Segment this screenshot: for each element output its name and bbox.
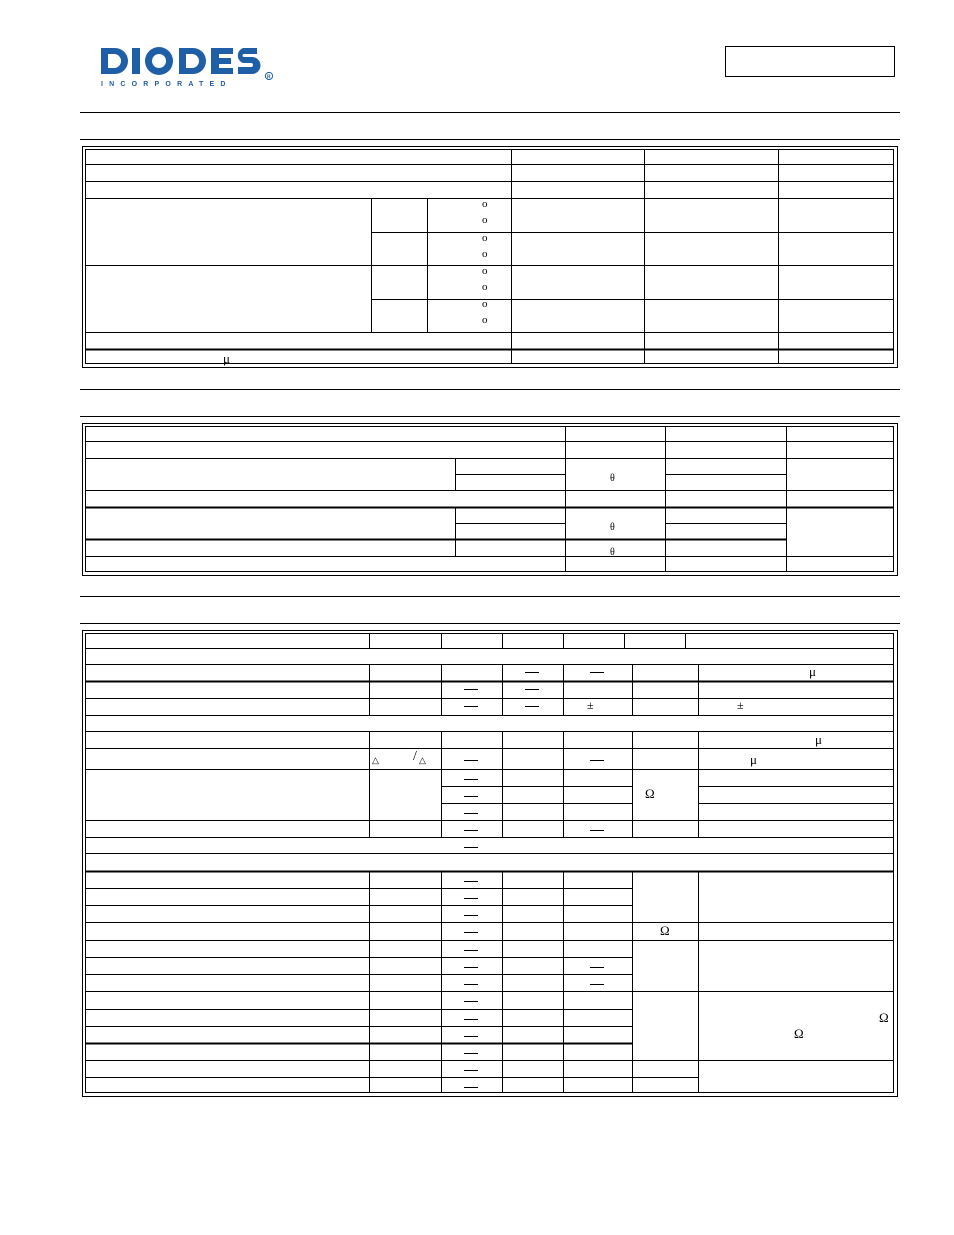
dash-mark bbox=[464, 796, 478, 797]
degree-mark: o bbox=[482, 265, 488, 277]
degree-mark: o bbox=[482, 248, 488, 260]
dash-mark bbox=[464, 706, 478, 707]
degree-mark: o bbox=[482, 298, 488, 310]
ohm-symbol: Ω bbox=[879, 1010, 889, 1025]
thermal-grid bbox=[83, 424, 896, 574]
dash-mark bbox=[464, 915, 478, 916]
ohm-symbol: Ω bbox=[660, 923, 670, 938]
part-number-box bbox=[725, 46, 895, 77]
delta-symbol: △ bbox=[419, 755, 426, 765]
dash-mark bbox=[464, 898, 478, 899]
degree-mark: o bbox=[482, 232, 488, 244]
section-rule bbox=[80, 596, 900, 597]
svg-text:R: R bbox=[267, 74, 271, 81]
dash-mark bbox=[464, 967, 478, 968]
micro-symbol: μ bbox=[815, 732, 822, 747]
electrical-grid bbox=[83, 631, 896, 1095]
slash-symbol: / bbox=[413, 749, 417, 764]
dash-mark bbox=[590, 967, 604, 968]
dash-mark bbox=[464, 881, 478, 882]
dash-mark bbox=[525, 672, 539, 673]
ohm-symbol: Ω bbox=[794, 1026, 804, 1041]
thermal-characteristics-table bbox=[82, 423, 898, 576]
degree-mark: o bbox=[482, 281, 488, 293]
dash-mark bbox=[590, 760, 604, 761]
section-rule bbox=[80, 389, 900, 390]
dash-mark bbox=[464, 689, 478, 690]
dash-mark bbox=[464, 932, 478, 933]
maximum-ratings-grid bbox=[83, 147, 896, 366]
dash-mark bbox=[590, 984, 604, 985]
delta-symbol: △ bbox=[372, 755, 379, 765]
dash-mark bbox=[590, 672, 604, 673]
theta-symbol: θ bbox=[610, 522, 615, 533]
dash-mark bbox=[464, 1087, 478, 1088]
diodes-logo bbox=[99, 44, 274, 90]
dash-mark bbox=[464, 779, 478, 780]
dash-mark bbox=[525, 706, 539, 707]
ohm-symbol: Ω bbox=[645, 786, 655, 801]
degree-mark: o bbox=[482, 198, 488, 210]
dash-mark bbox=[464, 813, 478, 814]
dash-mark bbox=[464, 760, 478, 761]
electrical-characteristics-table bbox=[82, 630, 898, 1097]
maximum-ratings-table bbox=[82, 146, 898, 368]
micro-symbol: μ bbox=[809, 664, 816, 679]
dash-mark bbox=[464, 847, 478, 848]
logo-subtitle: INCORPORATED bbox=[101, 81, 232, 88]
dash-mark bbox=[464, 1019, 478, 1020]
section-rule bbox=[80, 112, 900, 113]
section-rule bbox=[80, 139, 900, 140]
dash-mark bbox=[464, 950, 478, 951]
micro-symbol: μ bbox=[223, 351, 230, 366]
dash-mark bbox=[464, 984, 478, 985]
dash-mark bbox=[525, 689, 539, 690]
dash-mark bbox=[464, 1036, 478, 1037]
section-rule bbox=[80, 416, 900, 417]
dash-mark bbox=[464, 1001, 478, 1002]
micro-symbol: μ bbox=[750, 752, 757, 767]
theta-symbol: θ bbox=[610, 473, 615, 484]
plusminus-symbol: ± bbox=[737, 698, 744, 712]
plusminus-symbol: ± bbox=[587, 698, 594, 712]
dash-mark bbox=[464, 1053, 478, 1054]
degree-mark: o bbox=[482, 214, 488, 226]
degree-mark: o bbox=[482, 314, 488, 326]
dash-mark bbox=[590, 830, 604, 831]
dash-mark bbox=[464, 830, 478, 831]
dash-mark bbox=[464, 1070, 478, 1071]
section-rule bbox=[80, 623, 900, 624]
theta-symbol: θ bbox=[610, 547, 615, 558]
